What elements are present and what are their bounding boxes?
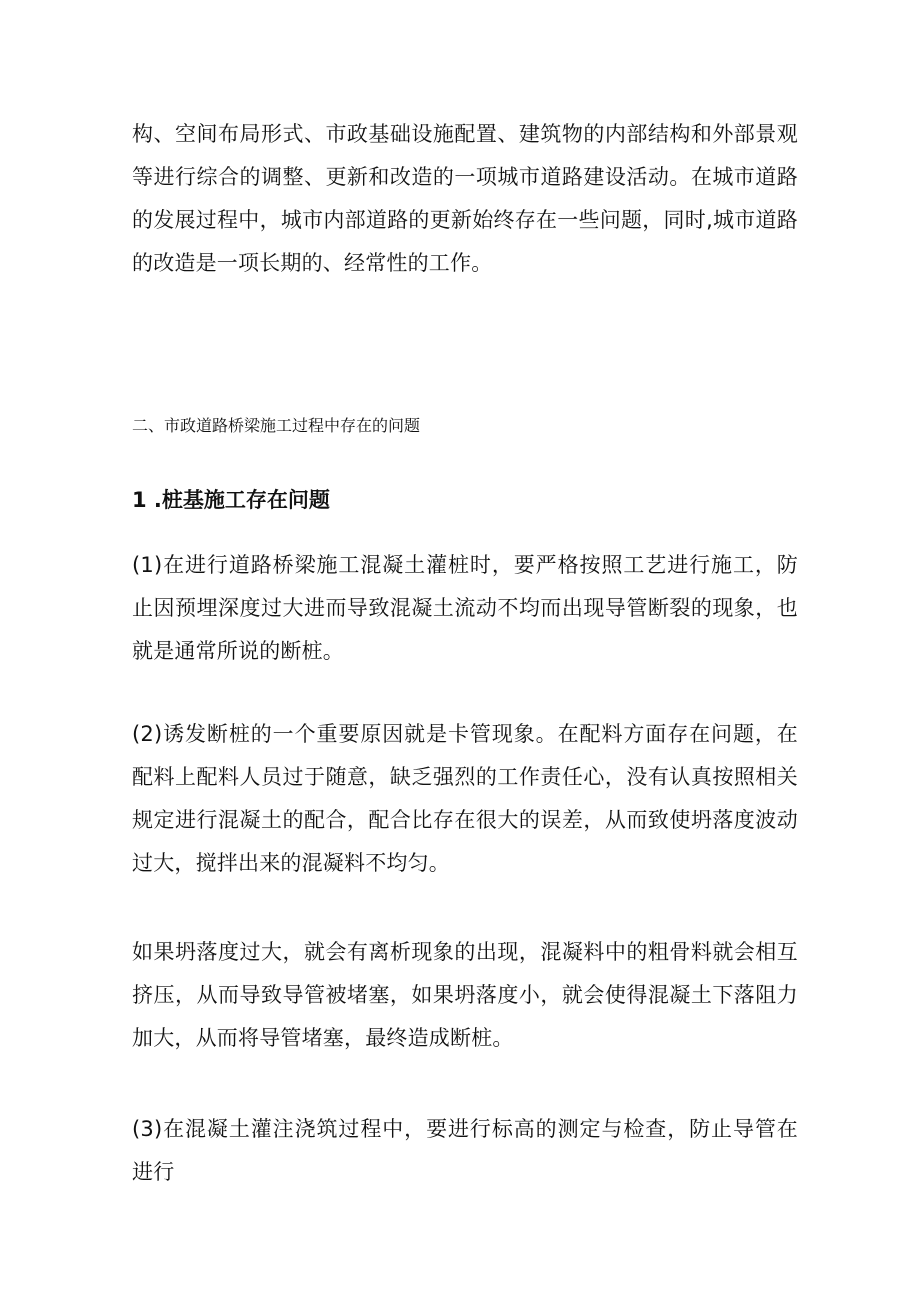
paragraph-item-1: (1)在进行道路桥梁施工混凝土灌桩时，要严格按照工艺进行施工，防止因预埋深度过大进而导致混凝土流动不均而出现导管断裂的现象，也就是通常所说的断桩。: [132, 553, 798, 663]
paragraph-item-3: (3)在混凝土灌注浇筑过程中，要进行标高的测定与检查，防止导管在进行: [132, 1117, 798, 1184]
intro-paragraph: 构、空间布局形式、市政基础设施配置、建筑物的内部结构和外部景观等进行综合的调整、更新和改造的一项城市道路建设活动。在城市道路的发展过程中，城市内部道路的更新始终存在一些问题，同时,城市道路的改造是一项长期的、经常性的工作。: [132, 122, 798, 275]
paragraph-item-2: (2)诱发断桩的一个重要原因就是卡管现象。在配料方面存在问题，在配料上配料人员过于随意，缺乏强烈的工作责任心，没有认真按照相关规定进行混凝土的配合，配合比存在很大的误差，从而致使坍落度波动过大，搅拌出来的混凝料不均匀。: [132, 722, 798, 875]
section-heading: 二、市政道路桥梁施工过程中存在的问题: [132, 416, 421, 435]
sub-heading: 1 .桩基施工存在问题: [132, 488, 330, 512]
paragraph-slump-explanation: 如果坍落度过大，就会有离析现象的出现，混凝料中的粗骨料就会相互挤压，从而导致导管被堵塞，如果坍落度小，就会使得混凝土下落阻力加大，从而将导管堵塞，最终造成断桩。: [132, 940, 798, 1050]
